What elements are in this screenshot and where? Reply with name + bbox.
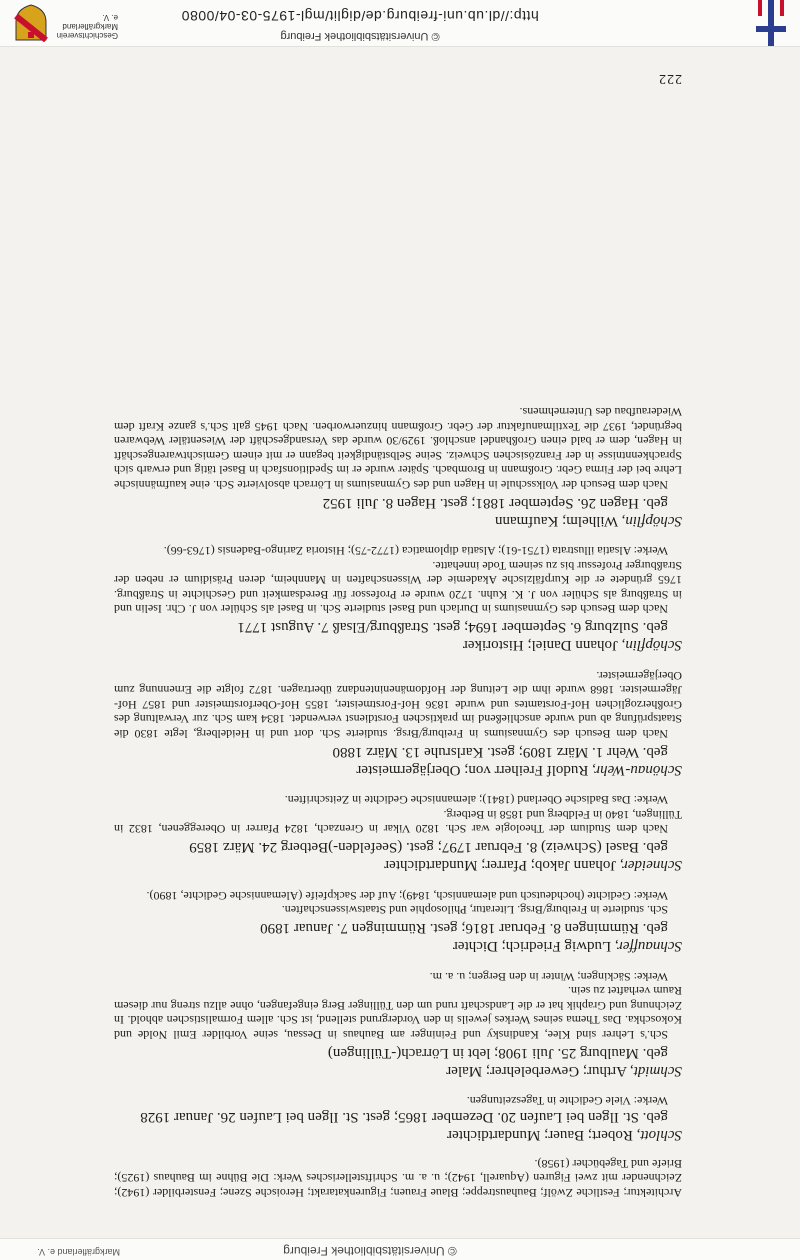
entry-schoenau-wehr xyxy=(114,669,682,780)
bottom-society-name: Markgräflerland e. V. xyxy=(37,1247,120,1257)
entry-dates: geb. Rümmingen 8. Februar 1816; gest. Rümmingen 7. Januar 1890 xyxy=(260,920,668,937)
entry-schnauffer xyxy=(114,889,682,956)
page-upright xyxy=(0,46,800,1238)
scanned-page xyxy=(0,46,800,1238)
entry-schmidt xyxy=(114,970,682,1081)
entry-body: Nach dem Studium der Theologie war Sch. 1820 Vikar in Grenzach, 1824 Pfarrer in Obereggenen, 1832 in Tüllingen, 1840 in Feldberg und 1858 in Betberg. xyxy=(114,808,682,837)
library-copyright-link[interactable]: © Universitätsbibliothek Freiburg xyxy=(280,30,440,42)
entry-name: Schlott, Robert; Bauer; Mundartdichter xyxy=(447,1127,682,1144)
page-number: 222 xyxy=(658,71,682,86)
entry-body: Sch.'s Lehrer sind Klee, Kandinsky und Feininger am Bauhaus in Dessau, seine Vorbilder Emil Nolde und Kokoschka. Das Thema seines Werkes jeweils in den Vordergrund stellend, ist Sch. allem Formalistischen abhold. In Zeichnung und Graphik hat er die Landschaft rund um den Tüllinger Berg eingefangen, ohne allzu streng nur diesem Raum verhaftet zu sein. xyxy=(114,984,682,1042)
entry-dates: geb. Wehr 1. März 1809; gest. Karlsruhe 13. März 1880 xyxy=(332,744,668,760)
entry-body: Nach dem Besuch des Gymnasiums in Freiburg/Brsg. studierte Sch. dort und in Heidelberg, legte 1830 die Staatsprüfung ab und wurde anschließend im praktischen Forstdienst verwendet. 1834 kam Sch. zur Verwaltung des Großherzoglichen Hof-Forstamtes und wurde 1836 Hof-Forstmeister, 1855 Hof-Oberforstmeister und 1857 Hof-Jägermeister. 1868 wurde ihm die Leitung der Hofdomänenintendanz übertragen. 1872 folgte die Ernennung zum Oberjägermeister. xyxy=(114,669,682,741)
footer-bar xyxy=(0,0,800,47)
university-logo-icon xyxy=(748,0,794,46)
entry-dates: geb. Sulzburg 6. September 1694; gest. Straßburg/Elsaß 7. August 1771 xyxy=(237,619,668,636)
entry-works: Werke: Gedichte (hochdeutsch und alemannisch, 1849); Auf der Sackpfeife (Alemannische Gedichte, 1890). xyxy=(146,889,668,903)
page-content xyxy=(114,391,682,1200)
entry-dates: geb. Basel (Schweiz) 8. Februar 1797; gest. (Seefelden-)Betberg 24. März 1859 xyxy=(189,839,668,856)
entry-works: Werke: Alsatia illustrata (1751-61); Alsatia diplomatica (1772-75); Historia Zaringo-Badensis (1763-66). xyxy=(163,544,668,559)
entry-schlott xyxy=(114,1094,682,1145)
entry-works: Werke: Säckingen; Winter in den Bergen; u. a. m. xyxy=(429,970,668,984)
entry-name: Schönau-Wehr, Rudolf Freiherr von; Oberjägermeister xyxy=(356,762,682,778)
entry-name: Schöpflin, Wilhelm; Kaufmann xyxy=(494,513,682,529)
entry-body: Nach dem Besuch des Gymnasiums in Durlach und Basel studierte Sch. in Basel als Schüler von J. Chr. Iselin und in Straßburg als Schüler von J. K. Kuhn. 1720 wurde er Professor für Beredsamkeit und Geschichte in Straßburg. 1765 gründete er die Kurpfälzische Akademie der Wissenschaften in Mannheim, deren Präsidium er neben der Straßburger Professur bis zu seinem Tode innehatte. xyxy=(114,559,682,617)
bottom-footer-inner xyxy=(0,1239,800,1260)
entry-name: Schmidt, Arthur; Gewerbelehrer; Maler xyxy=(446,1063,682,1079)
continued-works-text: Architektur; Festliche Zwölf; Bauhaustreppe; Blaue Frauen; Figurenkatarakt; Heroische Szene; Fensterbilder (1942); Zeichnender mit zwei Figuren (Aquarell, 1942); u. a. m. Schriftstellerisches Werk: Die Bühne im Bauhaus (1925); Briefe und Tagebücher (1958). xyxy=(114,1157,682,1200)
society-crest-icon xyxy=(14,4,48,42)
entry-dates: geb. Hagen 26. September 1881; gest. Hagen 8. Juli 1952 xyxy=(322,495,668,511)
entry-schneider xyxy=(114,793,682,875)
society-name: Geschichtsverein Markgräflerland e. V. xyxy=(56,13,118,40)
entry-dates: geb. Maulburg 25. Juli 1908; lebt in Lörrach(-Tüllingen) xyxy=(327,1045,668,1061)
entry-body: Nach dem Besuch der Volksschule in Hagen und des Gymnasiums in Lörrach absolvierte Sch. eine kaufmännische Lehre bei der Firma Gebr. Großmann in Brombach. Später wurde er im Speditionsfach in Basel tätig und erwarb sich Sprachkenntnisse in der Französischen Schweiz. Seine Selbständigkeit begann er mit einem Gemischtwarengeschäft in Hagen, dem er bald einen Großhandel anschloß. 1929/30 wurde das Versandgeschäft der Wiesentäler Webwaren begründet, 1937 die Textilmanufaktur der Gebr. Großmann hinzuerworben. Nach 1945 galt Sch.'s ganze Kraft dem Wiederaufbau des Unternehmens. xyxy=(114,405,682,492)
entry-works: Werke: Viele Gedichte in Tageszeitungen. xyxy=(466,1094,668,1109)
bottom-library-link[interactable]: © Universitätsbibliothek Freiburg xyxy=(283,1244,457,1258)
entry-dates: geb. St. Ilgen bei Laufen 20. Dezember 1865; gest. St. Ilgen bei Laufen 26. Januar 1928 xyxy=(140,1109,668,1126)
entry-name: Schnauffer, Ludwig Friedrich; Dichter xyxy=(452,938,682,955)
entry-works: Werke: Das Badische Oberland (1841); alemannische Gedichte in Zeitschriften. xyxy=(284,793,668,808)
entry-name: Schneider, Johann Jakob; Pfarrer; Mundartdichter xyxy=(384,857,682,874)
entry-name: Schöpflin, Johann Daniel; Historiker xyxy=(462,637,682,654)
entry-schoepflin-wilhelm xyxy=(114,405,682,530)
footer-inner xyxy=(0,0,800,46)
entry-body: Sch. studierte in Freiburg/Brsg. Literatur, Philosophie und Staatswissenschaften. xyxy=(281,903,668,918)
entry-schoepflin-johann xyxy=(114,544,682,655)
document-url-link[interactable]: http://dl.ub.uni-freiburg.de/diglit/mgl-1975-03-04/0080 xyxy=(181,8,539,24)
bottom-footer-bar xyxy=(0,1238,800,1260)
